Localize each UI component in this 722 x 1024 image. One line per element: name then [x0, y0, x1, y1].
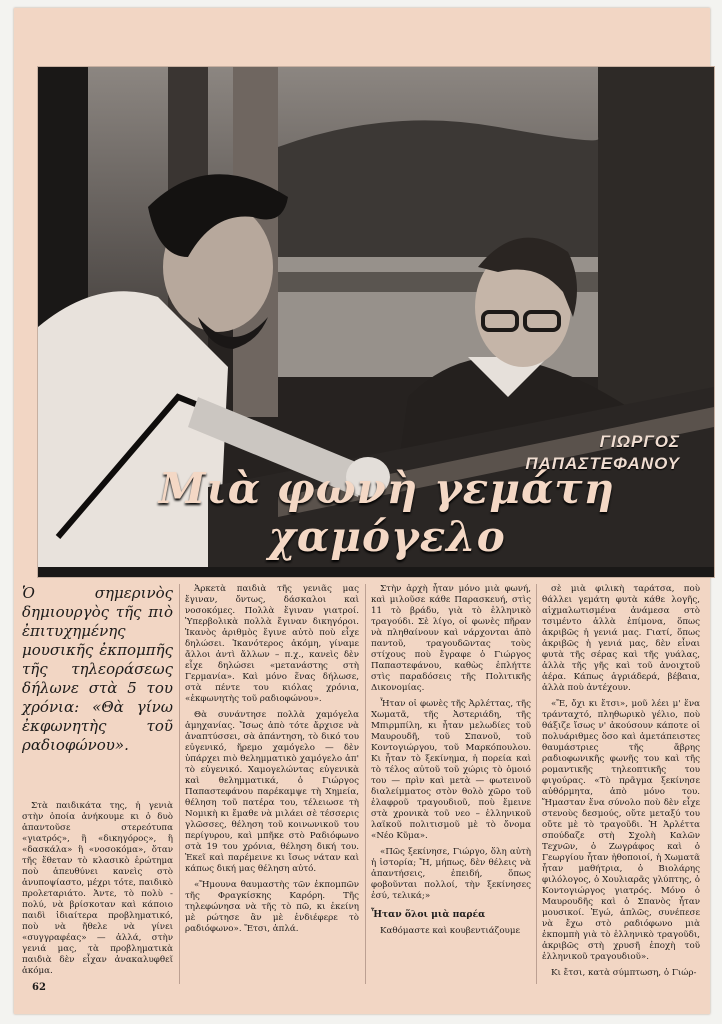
- column-2: [185, 584, 359, 940]
- page-number: 62: [32, 982, 46, 993]
- column-4: [542, 584, 700, 984]
- column-2-paragraph-2: Θὰ συνάντησε πολλὰ χαμόγελα ἀμηχανίας. Ἴσως ἀπὸ τότε ἄρχισε νὰ ἀναπτύσσει, σὰ ἀπάντηση, τὸ δικό του εὐγενικό, ἤρεμο χαμόγελο — δὲν ὑπάρχει πιὸ θελημματικὸ χαμόγελο ἀπ' τὸ εὐγενικό. Χαμογελώντας εὐγενικὰ καὶ θελημματικά, ὁ Γιώργος Παπαστεφάνου παρέκαμψε τὴ Χημεία, θέληση τοῦ πατέρα του, τέλειωσε τὴ Νομικὴ κι ἔμαθε νὰ μιλάει σὲ τέσσερις γλῶσσες, θέληση τοῦ κοινωνικοῦ του περίγυρου, καὶ μπῆκε στὸ Ραδιόφωνο στὰ 19 του χρόνια, θέληση δική του. Ἐκεῖ καὶ παρέμεινε κι ἴσως νάταν καὶ κάπως δική μας θέληση αὐτό.: [185, 710, 359, 874]
- column-1-paragraph: Στὰ παιδικάτα της, ἡ γενιὰ στὴν ὁποία ἀνήκουμε κι ὁ δυὸ ἀπαντοῦσε στερεότυπα «γιατρός», ἢ «δικηγόρος», ἢ «δασκάλα» ἢ «νοσοκόμα», ὅταν τῆς ἔθεταν τὸ κλασικὸ ἐρώτημα ποὺ ἀπευθύνει κανεὶς στὸ ἀνυποψίαστο, μέχρι τότε, παιδικὸ προλεταριάτο. Ἀντε, τὸ πολὺ - πολύ, νὰ βρίσκοταν καὶ κάποιο παιδὶ ἰδιαίτερα προβληματικό, ποὺ νὰ ἤθελε νὰ γίνει «συγγραφέας» — ἀλλά, στὴν γενιά μας, τὰ προβληματικὰ παιδιὰ δὲν εἶχαν ἀνακαλυφθεῖ ἀκόμα.: [22, 801, 173, 976]
- column-2-paragraph-3: «Ἤμουνα θαυμαστὴς τῶν ἐκπομπῶν τῆς Φραγκίσκης Καρόρη. Τῆς τηλεφώνησα νὰ τῆς τὸ πῶ, κι ἐκείνη μὲ ρώτησε ἂν μὲ ἐνδιέφερε τὸ ραδιόφωνο». Ἔτσι, ἁπλά.: [185, 880, 359, 934]
- article-title: Μιὰ φωνὴ γεμάτη χαμόγελο: [158, 464, 616, 561]
- article-photo: [37, 66, 715, 578]
- column-4-paragraph-3: Κι ἔτσι, κατὰ σύμπτωση, ὁ Γιώρ-: [551, 968, 697, 978]
- column-3-paragraph-2: Ἦταν οἱ φωνὲς τῆς Ἀρλέττας, τῆς Χωματᾶ, τῆς Ἀστεριάδη, τῆς Μπιρμπίλη, κι ἦταν μελωδίες τοῦ Μαυρουδῆ, τοῦ Σπανοῦ, τοῦ Κοντογιώργου, τοῦ Μαρκόπουλου. Κι ἦταν τὸ ξεκίνημα, ἡ πορεία καὶ τὸ τέλος αὐτοῦ τοῦ χώρις τὸ ὁμοιό του — πρὶν καὶ μετὰ — φωτεινοῦ διαλείμματος στὸν θολὸ χῶρο τοῦ ἐλαφροῦ τραγουδιοῦ, ποὺ ἔμεινε στὰ χρονικὰ τοῦ νεο – ἑλληνικοῦ λαϊκοῦ πολιτισμοῦ μὲ τὸ ὄνομα «Νέο Κῦμα».: [371, 699, 531, 841]
- column-1: [22, 584, 173, 982]
- column-4-paragraph-2: «Ἔ, ὄχι κι ἔτσι», μοῦ λέει μ' ἕνα τράνταχτό, πληθωρικὸ γέλιο, ποὺ θάξιζε ἴσως ν' ἀκούσουν κάποτε οἱ πολυάριθμες ὅσο καὶ ἀμετάπειστες θαυμάστριες τῆς ἄβρης ραδιοφωνικῆς φωνῆς του καὶ τῆς ρομαντικῆς τηλεοπτικῆς του φιγούρας. «Τὸ πρᾶγμα ξεκίνησε αὐθόρμητα, ἀπὸ μόνο του. Ἤμασταν ἕνα σύνολο ποὺ δὲν εἶχε στενοὺς δεσμούς, οὔτε μεταξύ του οὔτε μὲ τὸ τραγοῦδι. Ἡ Ἀρλέττα σπούδαζε στὴ Σχολὴ Καλῶν Τεχνῶν, ὁ Ζωγράφος καὶ ὁ Γεωργίου ἦταν ἠθοποιοί, ἡ Χωματᾶ ἦταν μαθήτρια, ὁ Βιολάρης φιλόλογος, ὁ Χουλιαρᾶς γλύπτης, ὁ Κοντογιώργος γιατρός. Μόνο ὁ Μαυρουδῆς καὶ ὁ Σπανὸς ἦταν μουσικοί. Ἐγώ, ἁπλῶς, συνέπεσε νὰ ἔχω στὸ ραδιόφωνο μιὰ ἐκπομπὴ γιὰ τὸ ἑλληνικὸ τραγοῦδι, ἀκριβῶς στὴ χρυσῆ ἐποχὴ τοῦ ἑλληνικοῦ τραγουδιοῦ».: [542, 699, 700, 962]
- author-name: ΓΙΩΡΓΟΣ ΠΑΠΑΣΤΕΦΑΝΟΥ: [525, 432, 680, 473]
- column-3: [371, 584, 531, 942]
- column-divider: [365, 584, 366, 984]
- magazine-page: [14, 8, 710, 1014]
- column-3-paragraph-3: «Πῶς ξεκίνησε, Γιώργο, ὅλη αὐτὴ ἡ ἱστορία; Ἤ, μήπως, δὲν θέλεις νὰ ἀπαντήσεις, ἐπειδή, ὅπως φοβοῦνται πολλοί, τὴν ξεκίνησες ἐσύ, τελικά;»: [371, 847, 531, 901]
- article-intro: Ὁ σημερινὸς δημιουργὸς τῆς πιὸ ἐπιτυχημένης μουσικῆς ἐκπομπῆς τῆς τηλεοράσεως δήλωνε στὰ 5 του χρόνια: «Θὰ γίνω ἐκφωνητὴς τοῦ ραδιοφώνου».: [22, 584, 173, 754]
- section-subheading: Ἦταν ὅλοι μιὰ παρέα: [371, 909, 486, 920]
- column-divider: [536, 584, 537, 984]
- column-divider: [179, 584, 180, 984]
- column-4-paragraph-1: σὲ μιὰ φιλικὴ ταράτσα, ποὺ θάλλει γεμάτη φυτὰ κάθε λογῆς, αἰχμαλωτισμένα ἀνάμεσα στὸ τσιμέντο ἀλλὰ ἐπίμονα, ὅπως ἀκριβῶς ἡ γενιά μας. Γιατί, ὅπως ἀκριβῶς ἡ γενιά μας, δὲν εἶναι φυτὰ τῆς σέρας καὶ τῆς γυάλας, ἀλλὰ τῆς γῆς καὶ τοῦ ἀνοιχτοῦ ἀέρα. Κάπως ἀγριάδερά, βέβαια, ἀλλὰ ποὺ ἀντέχουν.: [542, 584, 700, 693]
- column-3-paragraph-4: Καθόμαστε καὶ κουβεντιάζουμε: [380, 926, 520, 936]
- column-3-paragraph-1: Στὴν ἀρχὴ ἦταν μόνο μιὰ φωνή, καὶ μιλοῦσε κάθε Παρασκευή, στὶς 11 τὸ βράδυ, γιὰ τὸ ἑλληνικὸ τραγούδι. Σὲ λίγο, οἱ φωνὲς πῆραν νὰ πληθαίνουν καὶ νάρχονται ἀπὸ παντοῦ, τραγουδῶντας τοὺς στίχους ποὺ ἔγραφε ὁ Γιώργος Παπαστεφάνου, καθὼς ἐπλήττε στὶς παραδόσεις τῆς Πολιτικῆς Δικονομίας.: [371, 584, 531, 693]
- column-2-paragraph-1: Ἀρκετὰ παιδιὰ τῆς γενιᾶς μας ἔγιναν, ὄντως, δάσκαλοι καὶ νοσοκόμες. Πολλὰ ἔγιναν γιατροί. Ὑπερβολικὰ πολλὰ ἔγιναν δικηγόροι. Ἱκανὸς ἀριθμὸς ἔγινε αὐτὸ ποὺ εἶχε δηλώσει. Ἱκανότερος ἀκόμη, γίναμε ἄλλοι ἀντὶ ἄλλων – π.χ., κανεὶς δὲν εἶχε δηλώσει «μετανάστης στὴ Γερμανία». Καὶ μόνο ἕνας δήλωσε, στὰ πέντε του κιόλας χρόνια, «ἐκφωνητὴς τοῦ ραδιοφώνου».: [185, 584, 359, 704]
